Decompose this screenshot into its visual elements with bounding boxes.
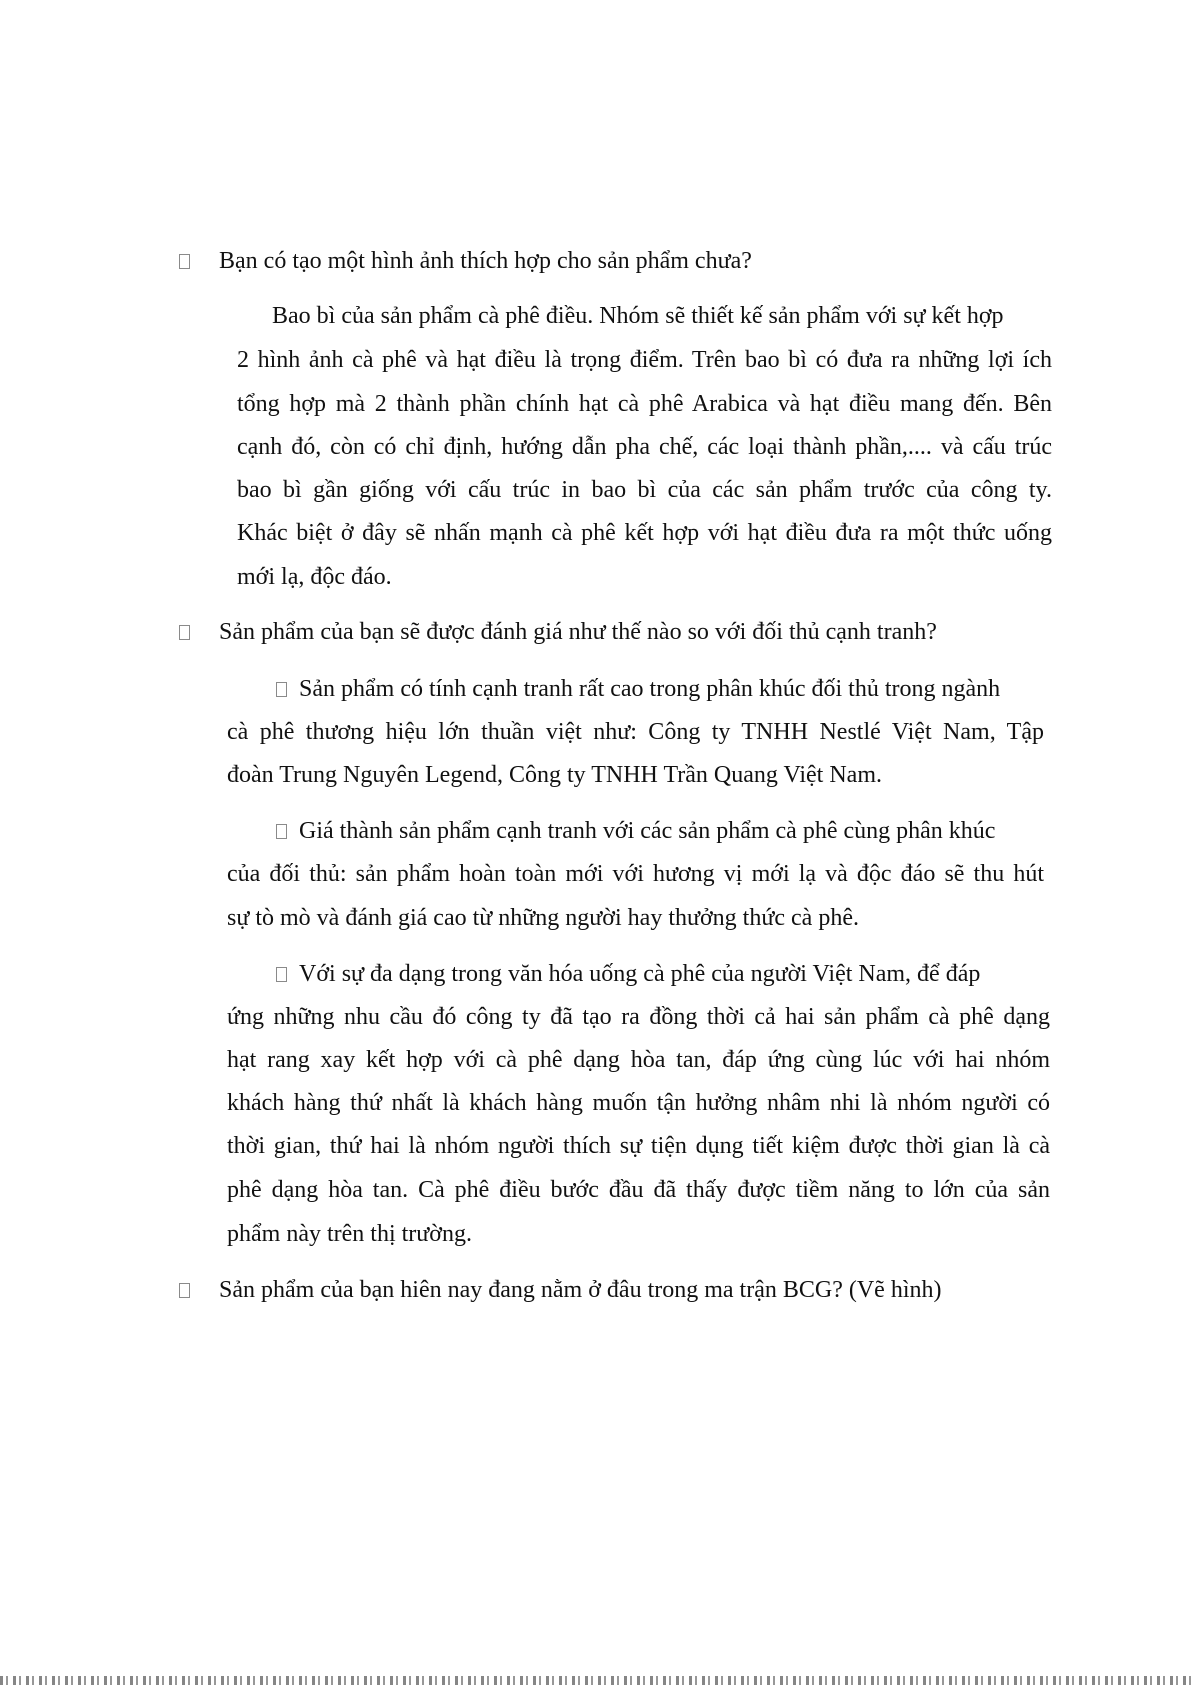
answer-1-line: Bao bì của sản phẩm cà phê điều. Nhóm sẽ thiết kế sản phẩm với sự kết hợp [272, 303, 1004, 329]
point-2-line: của đối thủ: sản phẩm hoàn toàn mới với hương vị mới lạ và độc đáo sẽ thu hút [227, 861, 1044, 887]
bullet-box-icon [276, 824, 287, 839]
point-3-line: phê dạng hòa tan. Cà phê điều bước đầu đã thấy được tiềm năng to lớn của sản [227, 1177, 1050, 1203]
point-2-line: Giá thành sản phẩm cạnh tranh với các sản phẩm cà phê cùng phân khúc [276, 816, 995, 846]
answer-1-line: bao bì gần giống với cấu trúc in bao bì của các sản phẩm trước của công ty. [237, 477, 1052, 503]
answer-1-line: tổng hợp mà 2 thành phần chính hạt cà phê Arabica và hạt điều mang đến. Bên [237, 391, 1052, 417]
bullet-box-icon [179, 254, 190, 269]
point-3-line: phẩm này trên thị trường. [227, 1221, 472, 1247]
bullet-box-icon [179, 625, 190, 640]
page-bottom-artifact [0, 1676, 1191, 1685]
bullet-box-icon [276, 967, 287, 982]
question-1: Bạn có tạo một hình ảnh thích hợp cho sản phẩm chưa? [219, 248, 752, 274]
question-2: Sản phẩm của bạn sẽ được đánh giá như thế nào so với đối thủ cạnh tranh? [219, 619, 937, 645]
point-1-line: Sản phẩm có tính cạnh tranh rất cao trong phân khúc đối thủ trong ngành [276, 674, 1000, 704]
question-3: Sản phẩm của bạn hiên nay đang nằm ở đâu trong ma trận BCG? (Vẽ hình) [219, 1277, 942, 1303]
point-2-line: sự tò mò và đánh giá cao từ những người hay thưởng thức cà phê. [227, 905, 859, 931]
point-3-line: khách hàng thứ nhất là khách hàng muốn tận hưởng nhâm nhi là nhóm người có [227, 1090, 1050, 1116]
point-1-line: đoàn Trung Nguyên Legend, Công ty TNHH Trần Quang Việt Nam. [227, 762, 882, 788]
answer-1-line: cạnh đó, còn có chỉ định, hướng dẫn pha chế, các loại thành phần,.... và cấu trúc [237, 434, 1052, 460]
point-3-line: thời gian, thứ hai là nhóm người thích sự tiện dụng tiết kiệm được thời gian là cà [227, 1133, 1050, 1159]
answer-1-line: Khác biệt ở đây sẽ nhấn mạnh cà phê kết hợp với hạt điều đưa ra một thức uống [237, 520, 1052, 546]
point-3-line: Với sự đa dạng trong văn hóa uống cà phê của người Việt Nam, để đáp [276, 959, 980, 989]
point-3-line: hạt rang xay kết hợp với cà phê dạng hòa tan, đáp ứng cùng lúc với hai nhóm [227, 1047, 1050, 1073]
bullet-box-icon [179, 1283, 190, 1298]
answer-1-line: 2 hình ảnh cà phê và hạt điều là trọng điểm. Trên bao bì có đưa ra những lợi ích [237, 347, 1052, 373]
answer-1-line: mới lạ, độc đáo. [237, 564, 392, 590]
point-1-line: cà phê thương hiệu lớn thuần việt như: Công ty TNHH Nestlé Việt Nam, Tập [227, 719, 1044, 745]
bullet-box-icon [276, 682, 287, 697]
point-3-line: ứng những nhu cầu đó công ty đã tạo ra đồng thời cả hai sản phẩm cà phê dạng [227, 1004, 1050, 1030]
